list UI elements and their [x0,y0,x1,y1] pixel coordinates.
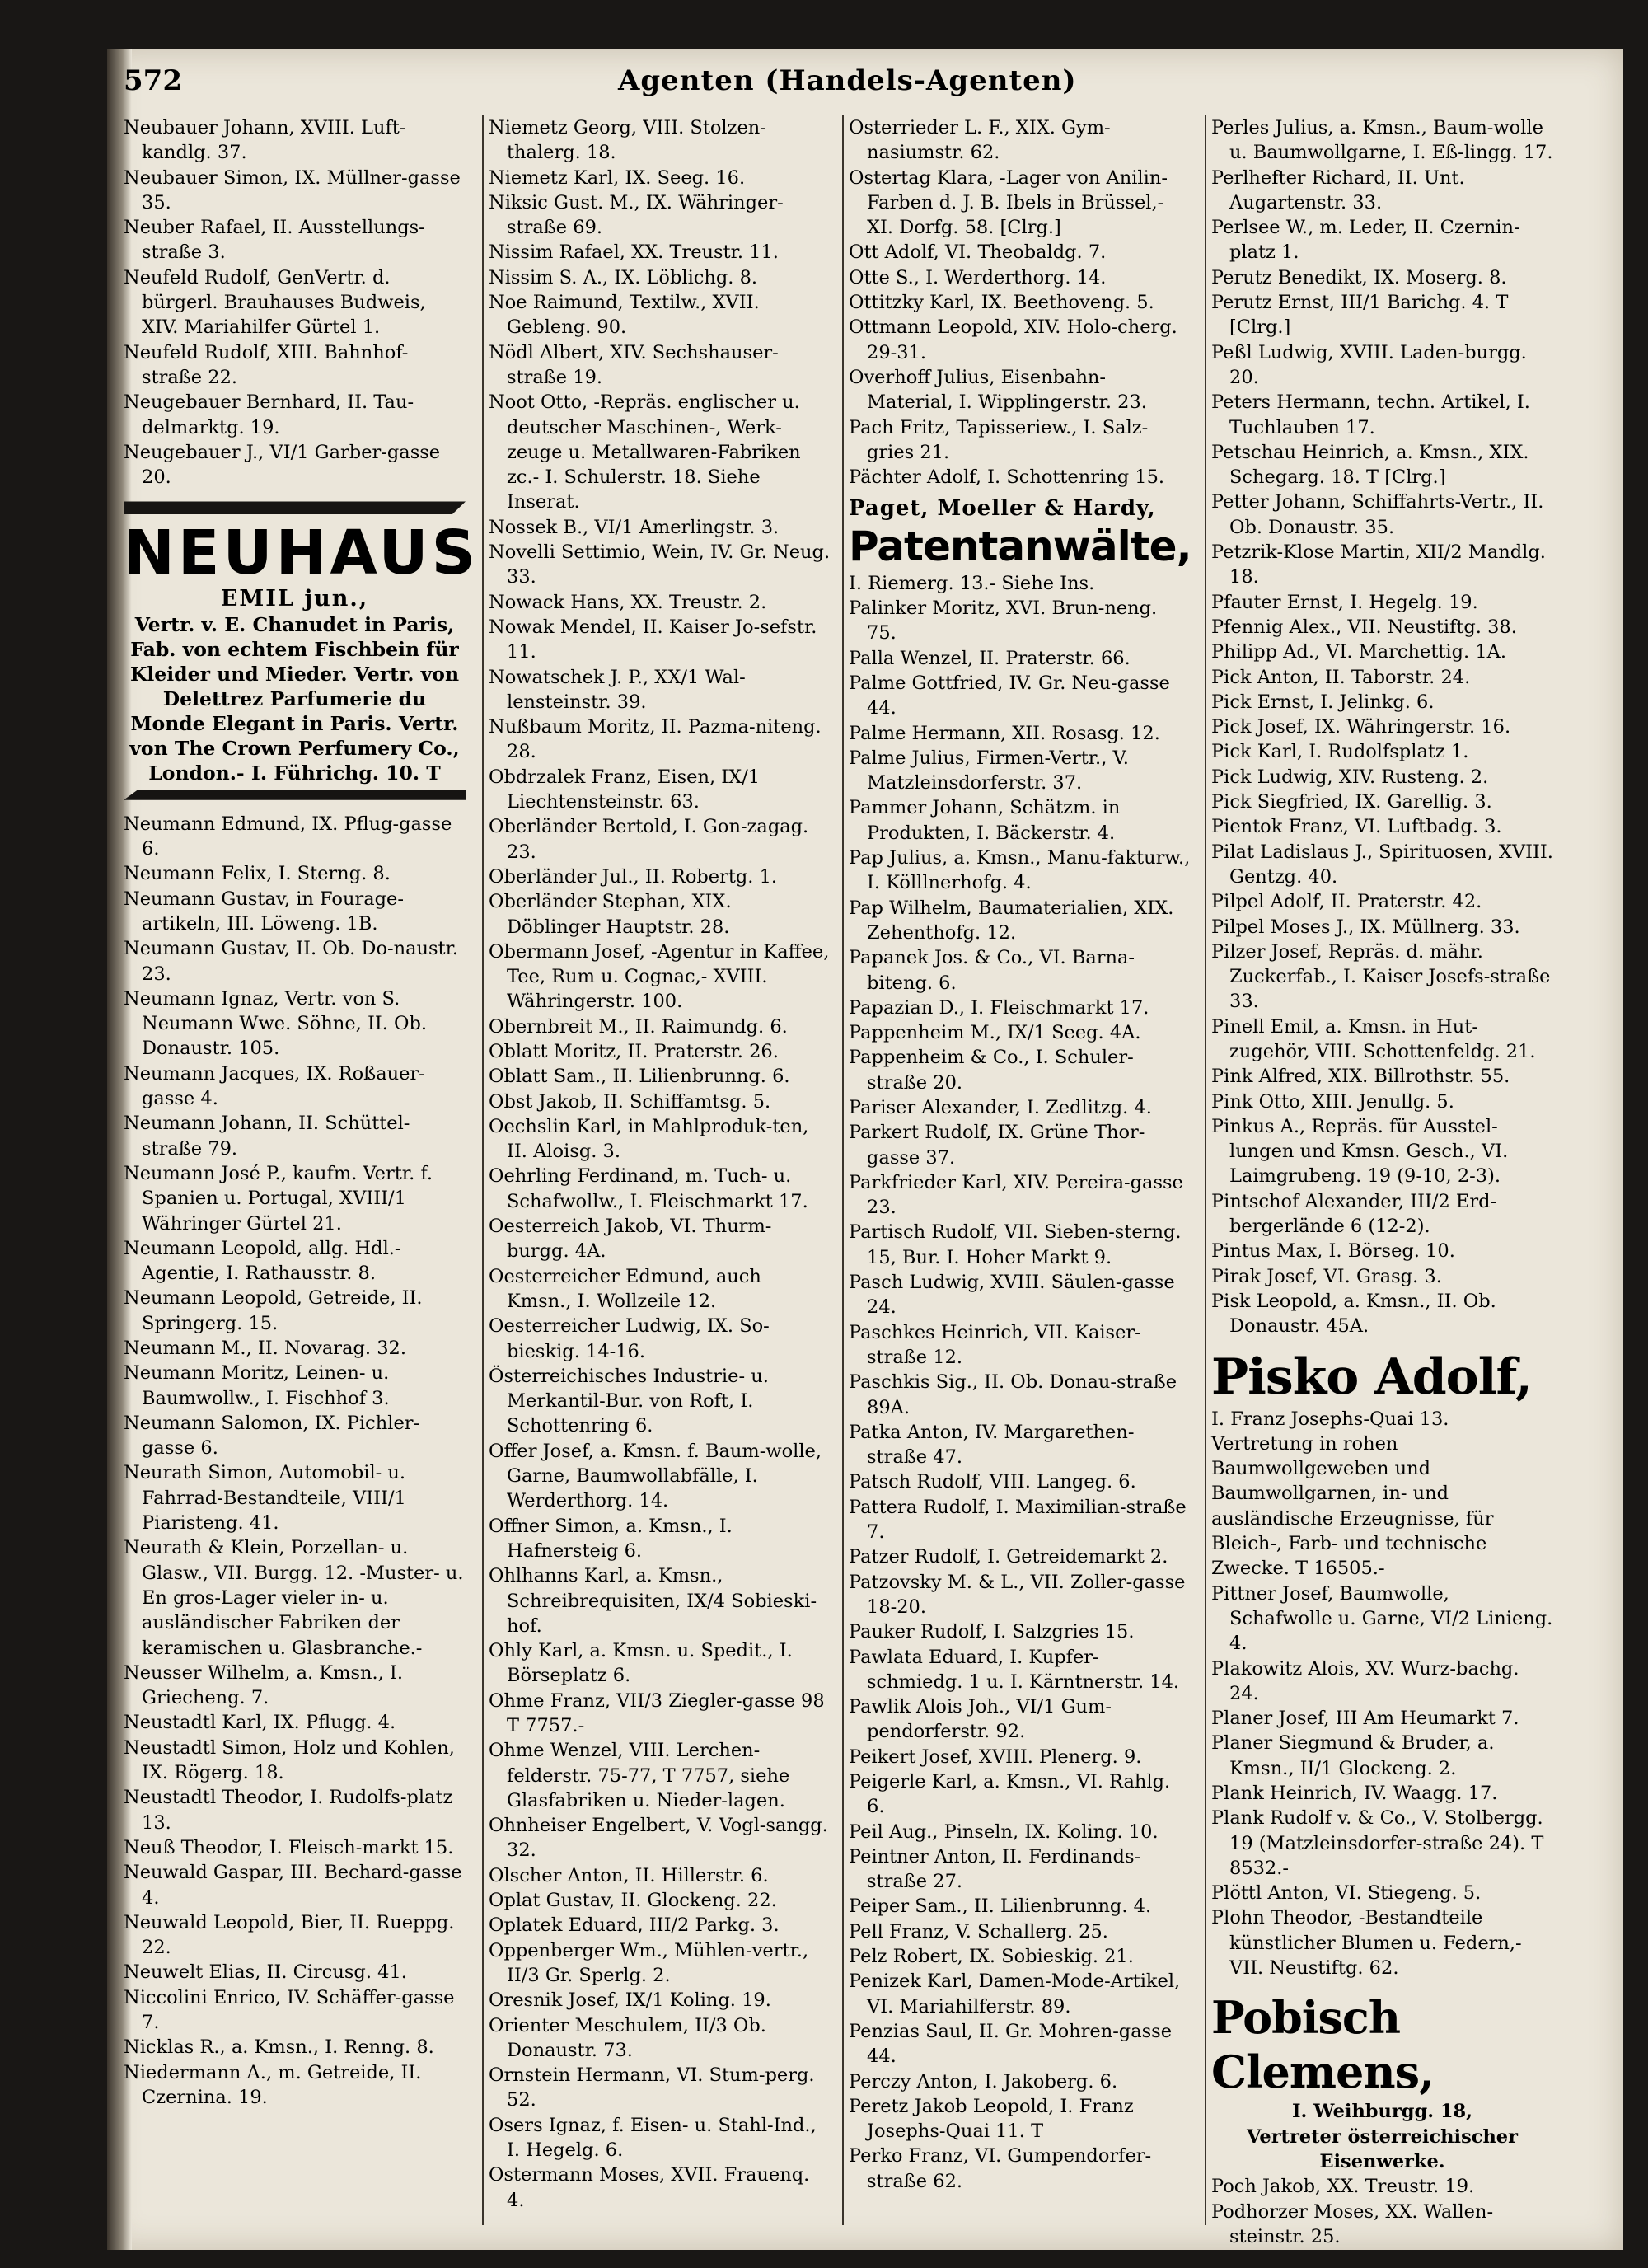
patent-ad [849,496,1191,596]
page-header [124,64,1599,114]
running-title: Agenten (Handels-Agenten) [618,64,1077,97]
directory-entry: Plakowitz Alois, XV. Wurz-bachg. 24. [1211,1657,1519,1704]
directory-entry: Neugebauer Bernhard, II. Tau-delmarktg. 19. [124,391,414,438]
directory-entry: Peintner Anton, II. Ferdinands-straße 27. [849,1845,1141,1893]
directory-entry: Papanek Jos. & Co., VI. Barna-biteng. 6. [849,947,1135,994]
column-2 [489,115,831,2233]
ad-title: NEUHAUS [124,518,479,589]
directory-entry: Neuß Theodor, I. Fleisch-markt 15. [124,1836,454,1858]
ad-rule [124,501,466,514]
column-1 [124,115,479,2233]
directory-entry: Neubauer Johann, XVIII. Luft-kandlg. 37. [124,117,406,164]
directory-entry: Petter Johann, Schiffahrts-Vertr., II. Ob. Donaustr. 35. [1211,491,1544,538]
directory-entry: Patzer Rudolf, I. Getreidemarkt 2. [849,1546,1168,1568]
directory-entry: Pammer Johann, Schätzm. in Produkten, I. Bäckerstr. 4. [849,797,1121,844]
directory-entry: Pawlata Eduard, I. Kupfer-schmiedg. 1 u. I. Kärntnerstr. 14. [849,1646,1180,1693]
ad-rule [124,790,466,800]
directory-entry: Neumann Ignaz, Vertr. von S. Neumann Wwe. Söhne, II. Ob. Donaustr. 105. [124,987,428,1060]
directory-entry: Orienter Meschulem, II/3 Ob. Donaustr. 73. [489,2014,766,2061]
directory-entry: Pfauter Ernst, I. Hegelg. 19. [1211,591,1478,613]
column-3 [849,115,1191,2233]
directory-entry: Pap Julius, a. Kmsn., Manu-fakturw., I. Kölllnerhofg. 4. [849,847,1191,894]
directory-entry: Palla Wenzel, II. Praterstr. 66. [849,647,1131,669]
directory-entry: Perko Franz, VI. Gumpendorfer-straße 62. [849,2145,1152,2192]
directory-entry: Nossek B., VI/1 Amerlingstr. 3. [489,516,780,538]
directory-entry: Palme Hermann, XII. Rosasg. 12. [849,722,1160,744]
directory-entry: Palme Julius, Firmen-Vertr., V. Matzleinsdorferstr. 37. [849,747,1129,794]
directory-entry: Oechslin Karl, in Mahlproduk-ten, II. Aloisg. 3. [489,1115,809,1163]
directory-entry: Perles Julius, a. Kmsn., Baum-wolle u. Baumwollgarne, I. Eß-lingg. 17. [1211,117,1553,164]
directory-entry: Neufeld Rudolf, XIII. Bahnhof-straße 22. [124,341,409,388]
directory-entry: Oresnik Josef, IX/1 Koling. 19. [489,1989,771,2012]
ad-body: Vertreter österreichischer Eisenwerke. [1247,2125,1518,2172]
directory-entry: Osterrieder L. F., XIX. Gym-nasiumstr. 62. [849,117,1111,164]
directory-entry: Niemetz Karl, IX. Seeg. 16. [489,166,746,189]
directory-entry: Pink Otto, XIII. Jenullg. 5. [1211,1090,1454,1113]
column-rule [1205,115,1206,2225]
directory-entry: Ott Adolf, VI. Theobaldg. 7. [849,241,1107,264]
directory-entry: Pink Alfred, XIX. Billrothstr. 55. [1211,1066,1510,1088]
directory-entry: Noot Otto, -Repräs. englischer u. deutscher Maschinen-, Werk-zeuge u. Metallwaren-Fabriken zc.- I. Schulerstr. 18. Siehe Inserat. [489,391,801,513]
directory-entry: Overhoff Julius, Eisenbahn-Material, I. Wipplingerstr. 23. [849,366,1147,414]
directory-entry: Pfennig Alex., VII. Neustiftg. 38. [1211,616,1517,638]
directory-entry: Ostertag Klara, -Lager von Anilin-Farben d. J. B. Ibels in Brüssel,- XI. Dorfg. 58. [Clrg.] [849,166,1168,239]
directory-entry: Patsch Rudolf, VIII. Langeg. 6. [849,1471,1136,1493]
directory-entry: Planer Siegmund & Bruder, a. Kmsn., II/1 Glockeng. 2. [1211,1732,1495,1779]
directory-entry: Plank Rudolf v. & Co., V. Stolbergg. 19 (Matzleinsdorfer-straße 24). T 8532.- [1211,1807,1544,1879]
directory-entry: Oblatt Moritz, II. Praterstr. 26. [489,1040,779,1062]
directory-entry: Ottmann Leopold, XIV. Holo-cherg. 29-31. [849,316,1177,363]
directory-entry: Paschkes Heinrich, VII. Kaiser-straße 12. [849,1321,1141,1368]
directory-entry: Penizek Karl, Damen-Mode-Artikel, VI. Mariahilferstr. 89. [849,1970,1181,2017]
directory-entry: Neumann José P., kaufm. Vertr. f. Spanien u. Portugal, XVIII/1 Währinger Gürtel 21. [124,1162,433,1235]
directory-entry: Oehrling Ferdinand, m. Tuch- u. Schafwollw., I. Fleischmarkt 17. [489,1165,808,1212]
directory-entry: Patzovsky M. & L., VII. Zoller-gasse 18-20. [849,1571,1186,1618]
directory-entry: Neuber Rafael, II. Ausstellungs-straße 3. [124,217,425,264]
directory-entry: Nissim Rafael, XX. Treustr. 11. [489,241,779,264]
directory-entry: Peßl Ludwig, XVIII. Laden-burgg. 20. [1211,341,1527,388]
directory-entry: Ohly Karl, a. Kmsn. u. Spedit., I. Börseplatz 6. [489,1640,793,1687]
directory-entry: Pilat Ladislaus J., Spirituosen, XVIII. Gentzg. 40. [1211,841,1553,888]
column-rule [842,115,844,2225]
directory-entry: Planer Josef, III Am Heumarkt 7. [1211,1708,1519,1730]
ad-body: I. Franz Josephs-Quai 13. Vertretung in rohen Baumwollgeweben und Baumwollgarnen, in- und ausländische Erzeugnisse, für Bleich-, Farb- und technische Zwecke. T 16505.- [1211,1408,1494,1580]
directory-entry: Pilpel Moses J., IX. Müllnerg. 33. [1211,916,1520,938]
directory-entry: Peiper Sam., II. Lilienbrunng. 4. [849,1895,1152,1918]
directory-entry: Neustadtl Simon, Holz und Kohlen, IX. Rögerg. 18. [124,1736,455,1784]
directory-entry: Oberländer Bertold, I. Gon-zagag. 23. [489,816,809,863]
directory-entry: Pirak Josef, VI. Grasg. 3. [1211,1265,1442,1287]
directory-entry: Neugebauer J., VI/1 Garber-gasse 20. [124,441,441,489]
directory-entry: Obermann Josef, -Agentur in Kaffee, Tee, Rum u. Cognac,- XVIII. Währingerstr. 100. [489,940,830,1013]
directory-entry: Pick Ernst, I. Jelinkg. 6. [1211,691,1435,713]
directory-entry: Ornstein Hermann, VI. Stum-perg. 52. [489,2064,815,2111]
directory-entry: Nissim S. A., IX. Löblichg. 8. [489,266,758,288]
directory-entry: Neumann Johann, II. Schüttel-straße 79. [124,1113,410,1160]
directory-entry: Peters Hermann, techn. Artikel, I. Tuchlauben 17. [1211,391,1530,438]
directory-entry: Neumann Edmund, IX. Pflug-gasse 6. [124,813,452,860]
directory-entry: Peretz Jakob Leopold, I. Franz Josephs-Quai 11. T [849,2095,1134,2143]
directory-entry: Pientok Franz, VI. Luftbadg. 3. [1211,816,1502,838]
ad-body: Vertr. v. E. Chanudet in Paris, Fab. von echtem Fischbein für Kleider und Mieder. Vertr. von Delettrez Parfumerie du Monde Elegant in Paris. Vertr. von The Crown Perfumery Co., London.- I. Führichg. 10. T [129,612,460,785]
directory-entry: Nowack Hans, XX. Treustr. 2. [489,591,767,613]
directory-entry: Pach Fritz, Tapisseriew., I. Salz-gries 21. [849,416,1149,463]
directory-entry: Neumann Leopold, Getreide, II. Springerg. 15. [124,1287,423,1334]
directory-entry: Oblatt Sam., II. Lilienbrunng. 6. [489,1066,790,1088]
directory-entry: Ohnheiser Engelbert, V. Vogl-sangg. 32. [489,1815,828,1862]
directory-entry: Pappenheim M., IX/1 Seeg. 4A. [849,1022,1141,1044]
directory-entry: Petzrik-Klose Martin, XII/2 Mandlg. 18. [1211,541,1546,588]
directory-entry: Perutz Ernst, III/1 Barichg. 4. T [Clrg.] [1211,292,1509,339]
directory-entry: Pariser Alexander, I. Zedlitzg. 4. [849,1096,1152,1118]
directory-entry: Neuwelt Elias, II. Circusg. 41. [124,1961,407,1984]
directory-entry: Partisch Rudolf, VII. Sieben-sterng. 15, Bur. I. Hoher Markt 9. [849,1221,1182,1268]
directory-entry: Plank Heinrich, IV. Waagg. 17. [1211,1783,1498,1804]
directory-entry: Neumann Leopold, allg. Hdl.-Agentie, I. Rathausstr. 8. [124,1237,401,1285]
directory-entry: Pittner Josef, Baumwolle, Schafwolle u. Garne, VI/2 Linieng. 4. [1211,1582,1553,1655]
directory-entry: Neumann Jacques, IX. Roßauer-gasse 4. [124,1062,425,1110]
ad-subtitle: EMIL jun., [220,586,369,612]
directory-entry: Oberländer Jul., II. Robertg. 1. [489,865,778,888]
directory-entry: Penzias Saul, II. Gr. Mohren-gasse 44. [849,2020,1173,2068]
directory-entry: Pächter Adolf, I. Schottenring 15. [849,466,1165,489]
directory-entry: Ottitzky Karl, IX. Beethoveng. 5. [849,292,1154,314]
directory-entry: Pintus Max, I. Börseg. 10. [1211,1240,1455,1263]
page-number: 572 [124,64,182,97]
directory-entry: Nowak Mendel, II. Kaiser Jo-sefstr. 11. [489,616,817,663]
directory-entry: Pell Franz, V. Schallerg. 25. [849,1920,1108,1942]
directory-entry: Ohme Franz, VII/3 Ziegler-gasse 98 T 7757.- [489,1689,825,1736]
directory-entry: Neumann Moritz, Leinen- u. Baumwollw., I. Fischhof 3. [124,1362,390,1409]
directory-entry: Parkfrieder Karl, XIV. Pereira-gasse 23. [849,1171,1183,1219]
directory-entry: Nußbaum Moritz, II. Pazma-niteng. 28. [489,716,822,763]
directory-entry: Pick Karl, I. Rudolfsplatz 1. [1211,741,1469,763]
directory-entry: Nödl Albert, XIV. Sechshauser-straße 19. [489,341,779,388]
directory-entry: Peikert Josef, XVIII. Plenerg. 9. [849,1746,1142,1768]
directory-entry: Pilpel Adolf, II. Praterstr. 42. [1211,891,1482,913]
directory-entry: Palme Gottfried, IV. Gr. Neu-gasse 44. [849,672,1170,719]
directory-entry: Neumann Salomon, IX. Pichler-gasse 6. [124,1412,420,1460]
directory-entry: Österreichisches Industrie- u. Merkantil-Bur. von Roft, I. Schottenring 6. [489,1365,769,1437]
directory-entry: Neurath & Klein, Porzellan- u. Glasw., VII. Burgg. 12. -Muster- u. En gros-Lager vieler in- u. ausländischer Fabriken der keramischen u. Glasbranche.- [124,1537,464,1659]
column-4 [1211,115,1553,2247]
directory-entry: Oesterreicher Ludwig, IX. So-bieskig. 14-16. [489,1315,770,1362]
directory-entry: Peigerle Karl, a. Kmsn., VI. Rahlg. 6. [849,1771,1171,1818]
directory-entry: Obdrzalek Franz, Eisen, IX/1 Liechtensteinstr. 63. [489,766,761,813]
ad-firm: Paget, Moeller & Hardy, [849,496,1156,522]
neuhaus-ad [124,501,479,799]
pisko-ad [1211,1347,1553,1582]
directory-entry: Pauker Rudolf, I. Salzgries 15. [849,1621,1135,1643]
ad-address: I. Riemerg. 13.- Siehe Ins. [849,572,1095,594]
directory-entry: Philipp Ad., VI. Marchettig. 1A. [1211,641,1507,663]
directory-entry: Pick Josef, IX. Währingerstr. 16. [1211,716,1511,738]
directory-entry: Pick Anton, II. Taborstr. 24. [1211,666,1471,688]
directory-entry: Pinell Emil, a. Kmsn. in Hut-zugehör, VIII. Schottenfeldg. 21. [1211,1015,1536,1062]
directory-entry: Niksic Gust. M., IX. Währinger-straße 69. [489,191,784,239]
directory-entry: Offer Josef, a. Kmsn. f. Baum-wolle, Garne, Baumwollabfälle, I. Werderthorg. 14. [489,1440,822,1512]
directory-entry: Neumann M., II. Novarag. 32. [124,1337,406,1359]
directory-entry: Neumann Felix, I. Sterng. 8. [124,863,391,885]
directory-entry: Plohn Theodor, -Bestandteile künstlicher Blumen u. Federn,- VII. Neustiftg. 62. [1211,1907,1522,1980]
pobisch-ad [1211,1990,1553,2174]
directory-entry: Pattera Rudolf, I. Maximilian-straße 7. [849,1496,1187,1544]
directory-entry: Niccolini Enrico, IV. Schäffer-gasse 7. [124,1986,455,2033]
directory-entry: Podhorzer Moses, XX. Wallen-steinstr. 25. [1211,2200,1494,2247]
directory-entry: Pisk Leopold, a. Kmsn., II. Ob. Donaustr. 45A. [1211,1290,1496,1338]
directory-entry: Niemetz Georg, VIII. Stolzen-thalerg. 18. [489,117,766,164]
directory-entry: Ostermann Moses, XVII. Frauenq. 4. [489,2164,810,2211]
ad-address: I. Weihburgg. 18, [1291,2101,1473,2123]
directory-entry: Neustadtl Theodor, I. Rudolfs-platz 13. [124,1787,453,1834]
directory-entry: Ohlhanns Karl, a. Kmsn., Schreibrequisiten, IX/4 Sobieski-hof. [489,1565,817,1637]
directory-entry: Patka Anton, IV. Margarethen-straße 47. [849,1421,1135,1469]
directory-entry: Perlsee W., m. Leder, II. Czernin-platz 1. [1211,217,1520,264]
ad-title: Patentanwälte, [849,522,1192,570]
directory-entry: Pick Siegfried, IX. Garellig. 3. [1211,791,1492,813]
directory-entry: Neumann Gustav, II. Ob. Do-naustr. 23. [124,938,459,985]
directory-entry: Offner Simon, a. Kmsn., I. Hafnersteig 6. [489,1515,733,1562]
column-rule [482,115,484,2225]
directory-entry: Oppenberger Wm., Mühlen-vertr., II/3 Gr. Sperlg. 2. [489,1939,809,1986]
directory-entry: Parkert Rudolf, IX. Grüne Thor-gasse 37. [849,1122,1145,1169]
directory-entry: Perczy Anton, I. Jakoberg. 6. [849,2070,1118,2092]
directory-entry: Pintschof Alexander, III/2 Erd-bergerlände 6 (12-2). [1211,1190,1497,1238]
directory-entry: Ohme Wenzel, VIII. Lerchen-felderstr. 75-77, T 7757, siehe Glasfabriken u. Nieder-lagen. [489,1740,790,1811]
directory-entry: Pappenheim & Co., I. Schuler-straße 20. [849,1047,1134,1094]
directory-entry: Pawlik Alois Joh., VI/1 Gum-pendorferstr. 92. [849,1696,1112,1743]
directory-entry: Oplat Gustav, II. Glockeng. 22. [489,1890,777,1912]
directory-entry: Otte S., I. Werderthorg. 14. [849,266,1107,288]
directory-entry: Neurath Simon, Automobil- u. Fahrrad-Bestandteile, VIII/1 Piaristeng. 41. [124,1462,406,1535]
directory-entry: Pap Wilhelm, Baumaterialien, XIX. Zehenthofg. 12. [849,897,1174,944]
directory-entry: Papazian D., I. Fleischmarkt 17. [849,996,1149,1019]
directory-entry: Petschau Heinrich, a. Kmsn., XIX. Schegarg. 18. T [Clrg.] [1211,441,1529,489]
directory-entry: Poch Jakob, XX. Treustr. 19. [1211,2176,1475,2198]
directory-entry: Neuwald Gaspar, III. Bechard-gasse 4. [124,1862,462,1909]
directory-entry: Peil Aug., Pinseln, IX. Koling. 10. [849,1820,1159,1843]
directory-entry: Perutz Benedikt, IX. Moserg. 8. [1211,266,1507,288]
directory-entry: Osers Ignaz, f. Eisen- u. Stahl-Ind., I. Hegelg. 6. [489,2114,817,2162]
directory-entry: Pasch Ludwig, XVIII. Säulen-gasse 24. [849,1272,1175,1319]
directory-entry: Noe Raimund, Textilw., XVII. Gebleng. 90. [489,292,760,339]
directory-entry: Plöttl Anton, VI. Stiegeng. 5. [1211,1882,1482,1905]
directory-entry: Obernbreit M., II. Raimundg. 6. [489,1015,788,1038]
directory-entry: Neusser Wilhelm, a. Kmsn., I. Griecheng. 7. [124,1661,403,1709]
directory-entry: Neumann Gustav, in Fourage-artikeln, III. Löweng. 1B. [124,888,404,935]
directory-entry: Neubauer Simon, IX. Müllner-gasse 35. [124,166,461,213]
directory-entry: Oesterreicher Edmund, auch Kmsn., I. Wollzeile 12. [489,1265,761,1312]
directory-entry: Neuwald Leopold, Bier, II. Rueppg. 22. [124,1911,455,1959]
directory-entry: Oplatek Eduard, III/2 Parkg. 3. [489,1914,780,1937]
directory-entry: Oberländer Stephan, XIX. Döblinger Hauptstr. 28. [489,891,732,938]
ad-title: Pisko Adolf, [1211,1347,1532,1406]
directory-entry: Nicklas R., a. Kmsn., I. Renng. 8. [124,2036,434,2059]
directory-entry: Neufeld Rudolf, GenVertr. d. bürgerl. Brauhauses Budweis, XIV. Mariahilfer Gürtel 1. [124,266,426,339]
directory-entry: Perlhefter Richard, II. Unt. Augartenstr. 33. [1211,166,1465,213]
directory-entry: Obst Jakob, II. Schiffamtsg. 5. [489,1090,771,1113]
directory-entry: Pick Ludwig, XIV. Rusteng. 2. [1211,766,1489,788]
directory-entry: Pinkus A., Repräs. für Ausstel-lungen und Kmsn. Gesch., VI. Laimgrubeng. 19 (9-10, 2-3). [1211,1115,1509,1188]
directory-entry: Niedermann A., m. Getreide, II. Czernina. 19. [124,2061,422,2108]
directory-entry: Neustadtl Karl, IX. Pflugg. 4. [124,1712,396,1734]
directory-entry: Olscher Anton, II. Hillerstr. 6. [489,1864,769,1886]
directory-entry: Nowatschek J. P., XX/1 Wal-lensteinstr. 39. [489,666,746,713]
directory-entry: Oesterreich Jakob, VI. Thurm-burgg. 4A. [489,1216,772,1263]
directory-entry: Pelz Robert, IX. Sobieskig. 21. [849,1946,1134,1968]
ad-title: Pobisch Clemens, [1211,1991,1434,2099]
directory-entry: Novelli Settimio, Wein, IV. Gr. Neug. 33. [489,541,831,588]
directory-entry: Pilzer Josef, Repräs. d. mähr. Zuckerfab., I. Kaiser Josefs-straße 33. [1211,940,1551,1013]
directory-entry: Paschkis Sig., II. Ob. Donau-straße 89A. [849,1371,1177,1418]
directory-entry: Palinker Moritz, XVI. Brun-neng. 75. [849,597,1158,644]
